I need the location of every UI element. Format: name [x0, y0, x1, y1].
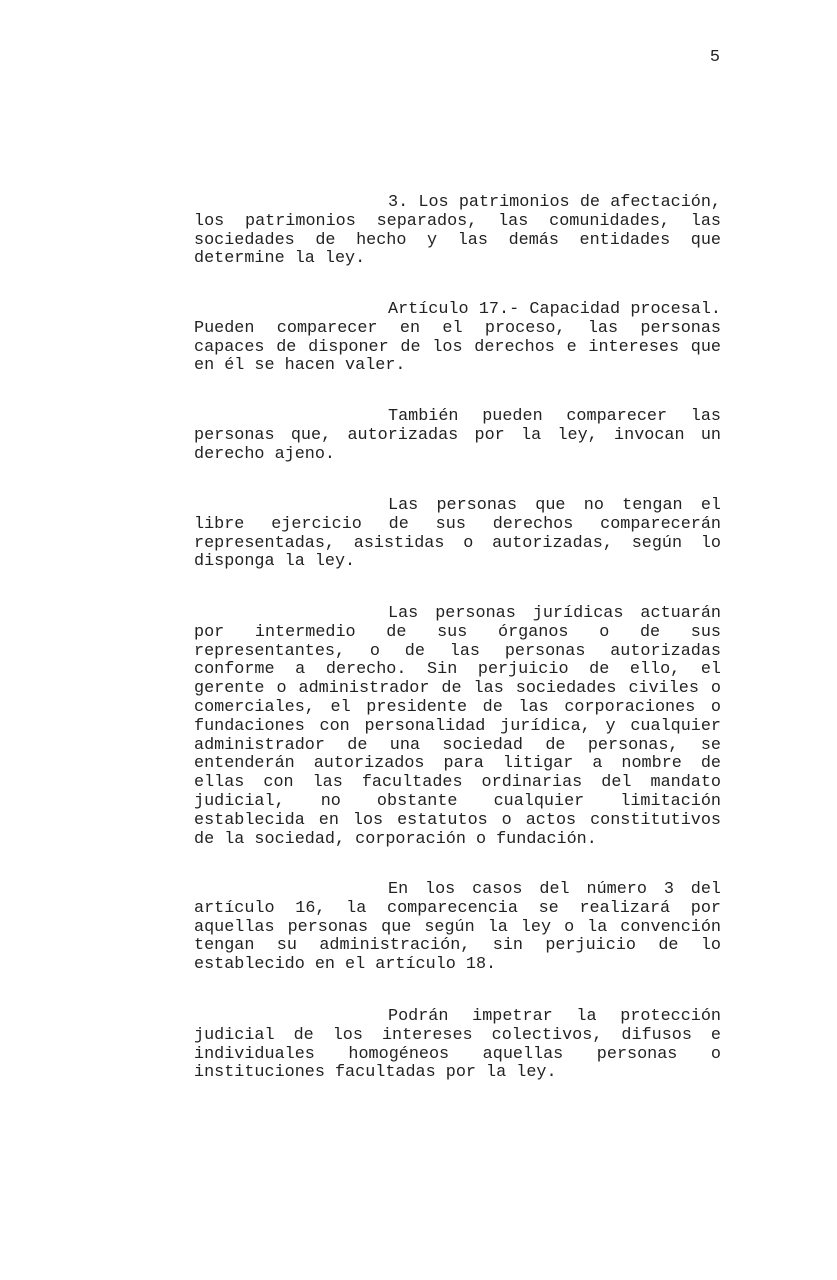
paragraph-legal-entities: Las personas jurídicas actuarán por intermedio de sus órganos o de sus representantes, o de las personas autorizadas conforme a derecho. Sin perjuicio de ello, el gerente o administrador de las sociedades civiles o comerciales, el presidente de las corporaciones o fundaciones con personalidad jurídica, y cualquier administrador de una sociedad de personas, se entenderán autorizados para litigar a nombre de ellas con las facultades ordinarias del mandato judicial, no obstante cualquier limitación establecida en los estatutos o actos constitutivos de la sociedad, corporación o fundación.	[194, 604, 721, 849]
page-number: 5	[709, 48, 720, 67]
paragraph-incapacitated-persons: Las personas que no tengan el libre ejercicio de sus derechos comparecerán representadas, asistidas o autorizadas, según lo disponga la ley.	[194, 496, 721, 572]
paragraph-third-party-rights: También pueden comparecer las personas que, autorizadas por la ley, invocan un derecho ajeno.	[194, 407, 721, 464]
paragraph-collective-interests: Podrán impetrar la protección judicial de los intereses colectivos, difusos e individuales homogéneos aquellas personas o instituciones facultadas por la ley.	[194, 1007, 721, 1083]
paragraph-article-16-cases: En los casos del número 3 del artículo 16, la comparecencia se realizará por aquellas personas que según la ley o la convención tengan su administración, sin perjuicio de lo establecido en el artículo 18.	[194, 880, 721, 975]
paragraph-article-17-heading: Artículo 17.- Capacidad procesal. Pueden comparecer en el proceso, las personas capaces de disponer de los derechos e intereses que en él se hacen valer.	[194, 300, 721, 376]
paragraph-item-3-entities: 3. Los patrimonios de afectación, los patrimonios separados, las comunidades, las sociedades de hecho y las demás entidades que determine la ley.	[194, 193, 721, 269]
